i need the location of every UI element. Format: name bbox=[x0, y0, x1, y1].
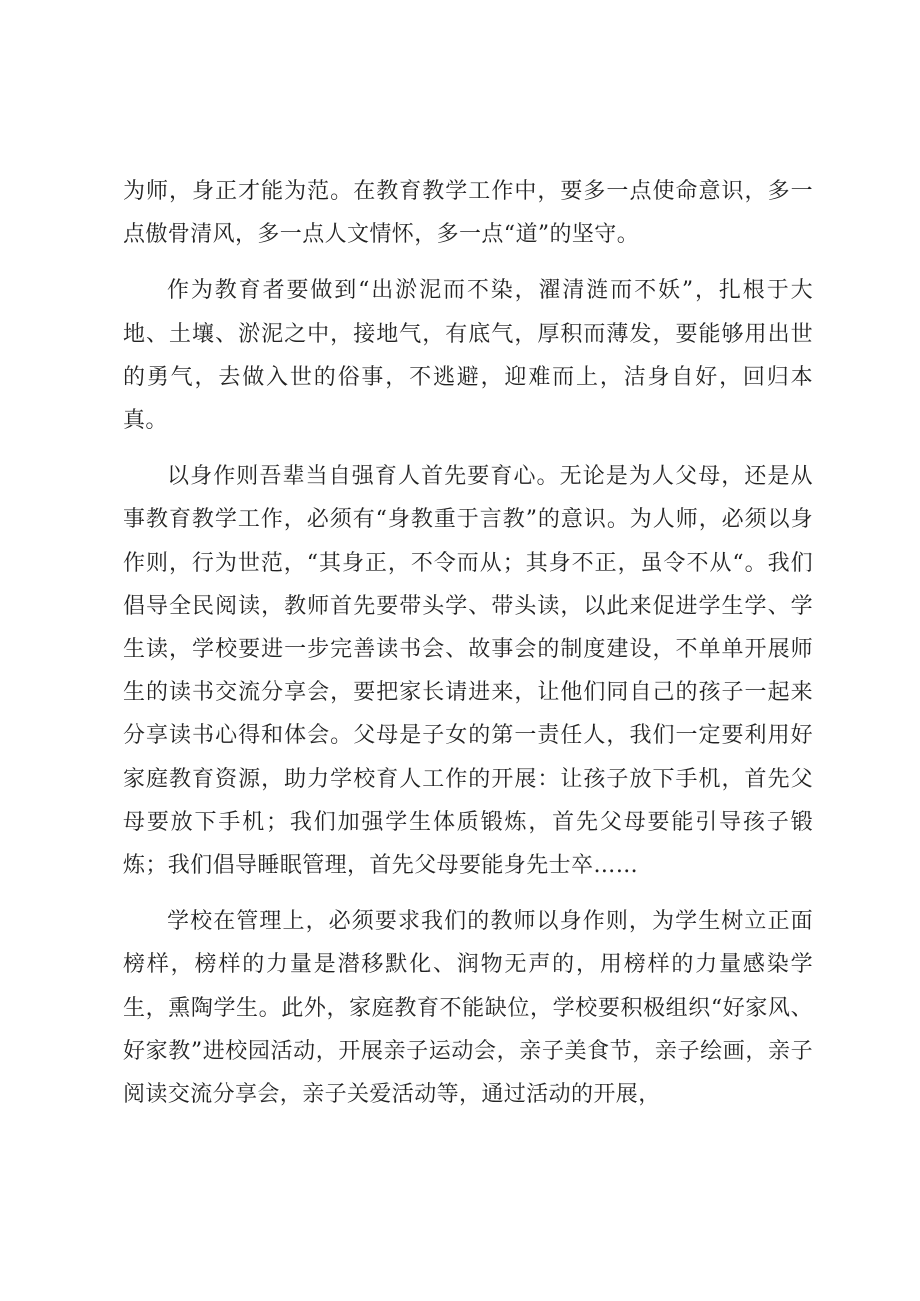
document-body bbox=[123, 170, 813, 1129]
paragraph-2: 作为教育者要做到“出淤泥而不染，濯清涟而不妖”，扎根于大地、土壤、淤泥之中，接地气，有底气，厚积而薄发，要能够用出世的勇气，去做入世的俗事，不逃避，迎难而上，洁身自好，回归本真。 bbox=[123, 278, 813, 434]
paragraph-3: 以身作则吾辈当自强育人首先要育心。无论是为人父母，还是从事教育教学工作，必须有“身教重于言教”的意识。为人师，必须以身作则，行为世范，“其身正，不令而从；其身不正，虽令不从“。我们倡导全民阅读，教师首先要带头学、带头读，以此来促进学生学、学生读，学校要进一步完善读书会、故事会的制度建设，不单单开展师生的读书交流分享会，要把家长请进来，让他们同自己的孩子一起来分享读书心得和体会。父母是子女的第一责任人，我们一定要利用好家庭教育资源，助力学校育人工作的开展：让孩子放下手机，首先父母要放下手机；我们加强学生体质锻炼，首先父母要能引导孩子锻炼；我们倡导睡眠管理，首先父母要能身先士卒…… bbox=[123, 464, 813, 879]
paragraph-4: 学校在管理上，必须要求我们的教师以身作则，为学生树立正面榜样，榜样的力量是潜移默化、润物无声的，用榜样的力量感染学生，熏陶学生。此外，家庭教育不能缺位，学校要积极组织“好家风、好家教”进校园活动，开展亲子运动会，亲子美食节，亲子绘画，亲子阅读交流分享会，亲子关爱活动等，通过活动的开展， bbox=[123, 909, 813, 1108]
paragraph-1: 为师，身正才能为范。在教育教学工作中，要多一点使命意识，多一点傲骨清风，多一点人文情怀，多一点“道”的坚守。 bbox=[123, 179, 813, 248]
